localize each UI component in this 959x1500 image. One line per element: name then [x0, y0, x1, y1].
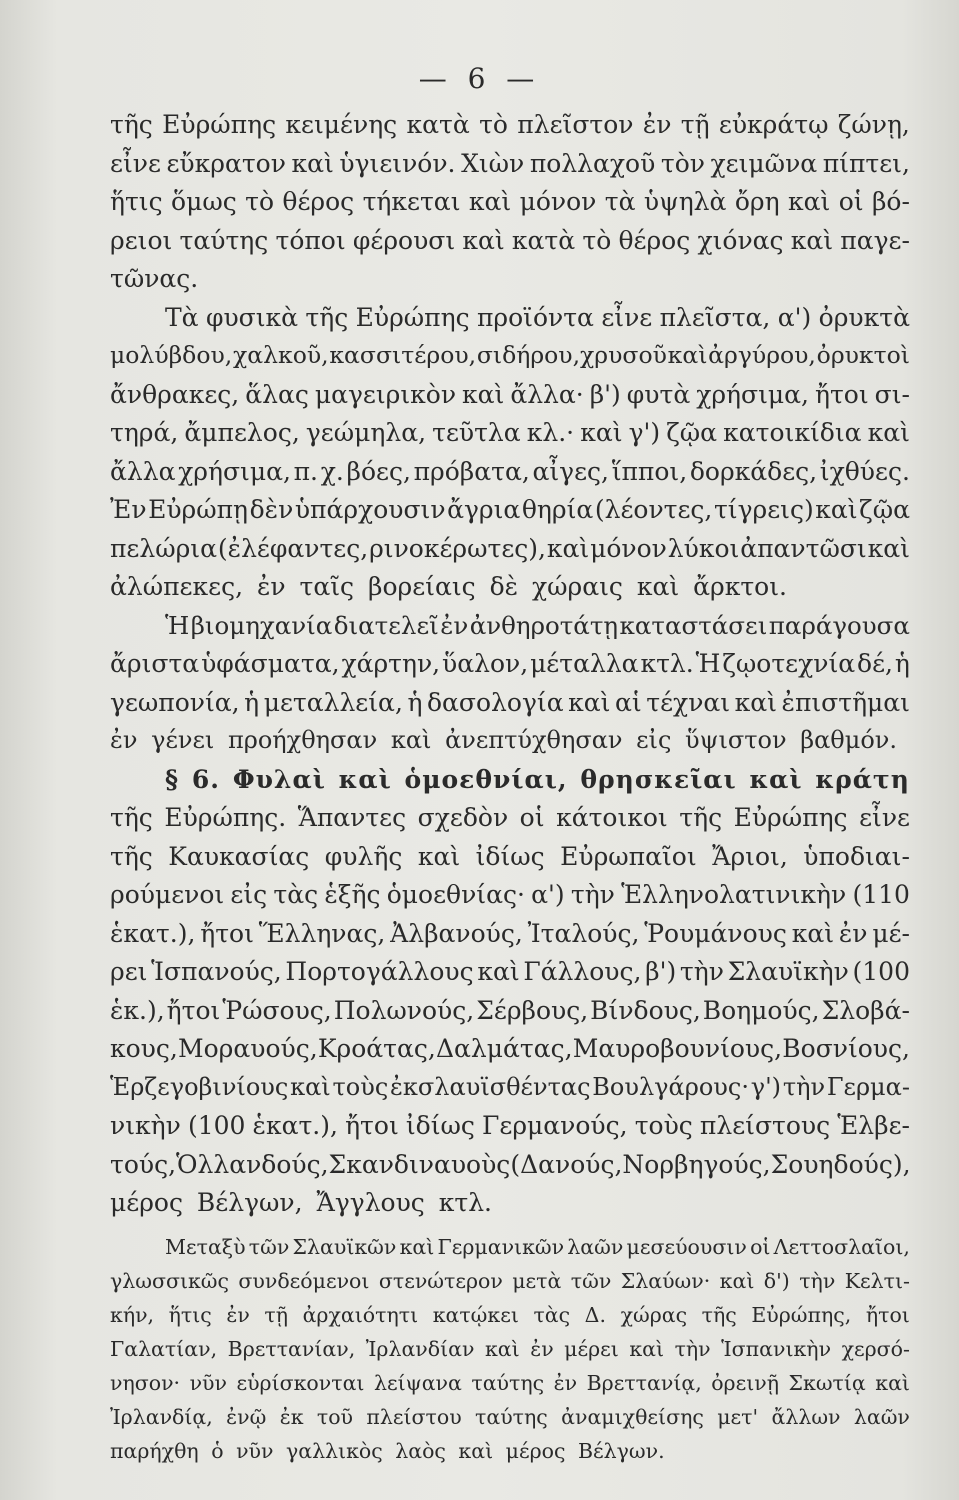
body-line: ρειοι ταύτης τόποι φέρουσι καὶ κατὰ τὸ θέρος χιόνας καὶ παγε- [110, 225, 910, 255]
body-line: Ἑρζεγοβινίους καὶ τοὺς ἐκσλαυϊσθέντας Βουλγάρους· γ') τὴν Γερμα- [110, 1072, 910, 1101]
note-line: Γαλατίαν, Βρεττανίαν, Ἰρλανδίαν καὶ ἐν μέρει καὶ τὴν Ἱσπανικὴν χερσό- [110, 1336, 910, 1361]
body-line: κους, Μοραυούς, Κροάτας, Δαλμάτας, Μαυροβουνίους, Βοσνίους, [110, 1034, 910, 1063]
body-line: Ἐν Εὐρώπῃ δὲν ὑπάρχουσιν ἄγρια θηρία (λέοντες, τίγρεις) καὶ ζῷα [110, 495, 910, 524]
note-line: Μεταξὺ τῶν Σλαυϊκῶν καὶ Γερμανικῶν λαῶν μεσεύουσιν οἱ Λεττοσλαῖοι, [165, 1234, 910, 1259]
body-line: τούς, Ὁλλανδούς, Σκανδιναυοὺς (Δανούς, Νορβηγούς, Σουηδούς), [110, 1149, 911, 1179]
body-line: τῆς Εὐρώπης κειμένης κατὰ τὸ πλεῖστον ἐν τῇ εὐκράτῳ ζώνῃ, [110, 110, 910, 139]
note-line: παρήχθη ὁ νῦν γαλλικὸς λαὸς καὶ μέρος Βέλγων. [110, 1438, 665, 1463]
body-line: ἐν γένει προήχθησαν καὶ ἀνεπτύχθησαν εἰς ὕψιστον βαθμόν. [110, 726, 897, 754]
section-heading: § 6. Φυλαὶ καὶ ὁμοεθνίαι, θρησκεῖαι καὶ κράτη [165, 764, 910, 794]
body-line: ρούμενοι εἰς τὰς ἑξῆς ὁμοεθνίας· α') τὴν Ἑλληνολατινικὴν (110 [110, 880, 910, 909]
note-line: νησον· νῦν εὑρίσκονται λείψανα ταύτης ἐν Βρεττανίᾳ, ὀρεινῇ Σκωτίᾳ καὶ [110, 1370, 910, 1395]
body-line: ἀλώπεκες, ἐν ταῖς βορείαις δὲ χώραις καὶ ἄρκτοι. [110, 572, 787, 601]
body-line: ἄριστα ὑφάσματα, χάρτην, ὕαλον, μέταλλα κτλ. Ἡ ζῳοτεχνία δέ, ἡ [110, 649, 910, 678]
body-line: ἄνθρακες, ἅλας μαγειρικὸν καὶ ἄλλα· β') φυτὰ χρήσιμα, ἤτοι σι- [110, 379, 910, 409]
body-line: μέρος Βέλγων, Ἄγγλους κτλ. [110, 1188, 493, 1217]
body-line: ρει Ἱσπανούς, Πορτογάλλους καὶ Γάλλους, β') τὴν Σλαυϊκὴν (100 [110, 957, 910, 986]
body-line: ἄλλα χρήσιμα, π. χ. βόες, πρόβατα, αἶγες, ἵπποι, δορκάδες, ἰχθύες. [110, 456, 910, 486]
body-line: ἑκατ.), ἤτοι Ἕλληνας, Ἀλβανούς, Ἰταλούς, Ῥουμάνους καὶ ἐν μέ- [110, 918, 910, 948]
body-text [110, 110, 910, 1473]
body-line: τῆς Εὐρώπης. Ἅπαντες σχεδὸν οἱ κάτοικοι τῆς Εὐρώπης εἶνε [110, 803, 910, 832]
body-line: γεωπονία, ἡ μεταλλεία, ἡ δασολογία καὶ αἱ τέχναι καὶ ἐπιστῆμαι [110, 687, 910, 717]
body-line: πελώρια (ἐλέφαντες, ρινοκέρωτες), καὶ μόνον λύκοι ἀπαντῶσι καὶ [110, 533, 910, 563]
note-line: γλωσσικῶς συνδεόμενοι στενώτερον μετὰ τῶν Σλαύων· καὶ δ') τὴν Κελτι- [110, 1268, 910, 1293]
body-line: Ἡ βιομηχανία διατελεῖ ἐν ἀνθηροτάτῃ καταστάσει παράγουσα [165, 610, 910, 640]
body-line: νικὴν (100 ἑκατ.), ἤτοι ἰδίως Γερμανούς, τοὺς πλείστους Ἑλβε- [110, 1111, 910, 1140]
body-line: Τὰ φυσικὰ τῆς Εὐρώπης προϊόντα εἶνε πλεῖστα, α') ὀρυκτὰ [165, 302, 910, 332]
body-line: μολύβδου, χαλκοῦ, κασσιτέρου, σιδήρου,χρυσοῦ καὶ ἀργύρου, ὀρυκτοὶ [110, 341, 910, 369]
body-line: ἥτις ὅμως τὸ θέρος τήκεται καὶ μόνον τὰ ὑψηλὰ ὄρη καὶ οἱ βό- [110, 187, 910, 216]
note-line: κήν, ἥτις ἐν τῇ ἀρχαιότητι κατῴκει τὰς Δ. χώρας τῆς Εὐρώπης, ἤτοι [110, 1302, 910, 1327]
body-line: τῶνας. [110, 264, 199, 293]
note-text [110, 1235, 910, 1473]
page-number: — 6 — [418, 62, 541, 95]
body-line: ἑκ.), ἤτοι Ῥώσους, Πολωνούς, Σέρβους, Βίνδους, Βοημούς, Σλοβά- [110, 995, 910, 1025]
body-line: τῆς Καυκασίας φυλῆς καὶ ἰδίως Εὐρωπαῖοι Ἄριοι, ὑποδιαι- [110, 841, 910, 871]
body-line: εἶνε εὔκρατον καὶ ὑγιεινόν. Χιὼν πολλαχοῦ τὸν χειμῶνα πίπτει, [110, 148, 910, 178]
body-line: τηρά, ἄμπελος, γεώμηλα, τεῦτλα κλ.· καὶ γ') ζῷα κατοικίδια καὶ [110, 418, 910, 447]
note-line: Ἰρλανδίᾳ, ἐνῷ ἐκ τοῦ πλείστου ταύτης ἀναμιχθείσης μετ' ἄλλων λαῶν [110, 1404, 910, 1429]
